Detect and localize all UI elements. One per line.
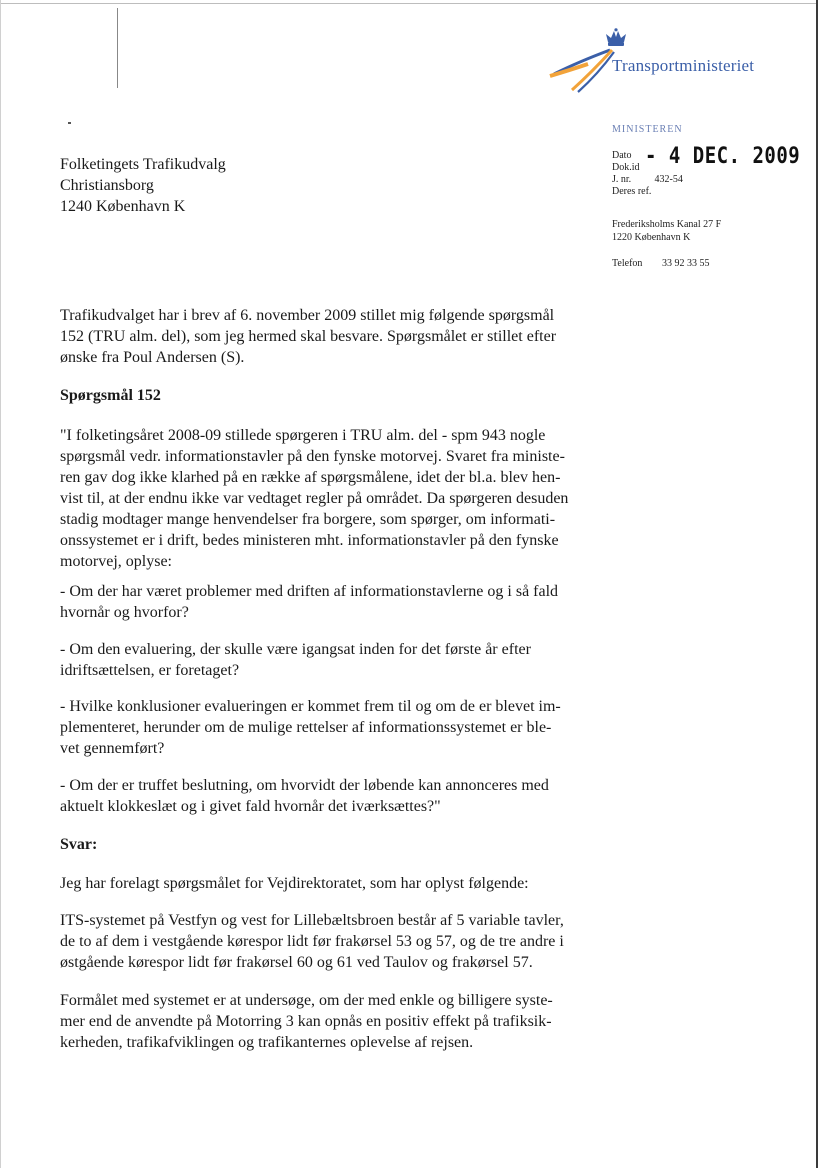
date-label: Dato — [612, 150, 632, 161]
telephone — [612, 258, 710, 269]
date-stamp: - 4 DEC. 2009 — [645, 143, 801, 169]
answer-paragraph-1 — [60, 910, 564, 973]
text-line: plementeret, herunder om de mulige rettelser af informationssystemet er ble- — [60, 719, 552, 736]
deres-ref-row — [612, 186, 683, 198]
text-line: de to af dem i vestgående kørespor lidt før frakørsel 53 og 57, og de tre andre i — [60, 933, 564, 950]
dokid-row — [612, 162, 683, 174]
sender-address-line1: Frederiksholms Kanal 27 F — [612, 219, 722, 230]
scan-edge-right — [816, 0, 818, 1168]
text-line: Trafikudvalget har i brev af 6. november 2009 stillet mig følgende spørgsmål — [60, 307, 555, 324]
recipient-line2: Christiansborg — [60, 177, 154, 194]
text-line: østgående kørespor lidt før frakørsel 60 og 61 ved Taulov og frakørsel 57. — [60, 954, 533, 971]
text-line: kerheden, trafikafviklingen og trafikanternes oplevelse af rejsen. — [60, 1034, 474, 1051]
question-heading: Spørgsmål 152 — [60, 387, 161, 404]
text-line: vet gennemført? — [60, 740, 165, 757]
text-line: 152 (TRU alm. del), som jeg hermed skal besvare. Spørgsmålet er stillet efter — [60, 328, 557, 345]
telephone-value: 33 92 33 55 — [662, 258, 710, 269]
telephone-label: Telefon — [612, 258, 643, 269]
text-line: - Om den evaluering, der skulle være igangsat inden for det første år efter — [60, 641, 531, 658]
text-line: stadig modtager mange henvendelser fra borgere, som spørger, om informati- — [60, 511, 556, 528]
question-bullet-3 — [60, 696, 561, 759]
reference-block — [612, 143, 801, 198]
answer-intro: Jeg har forelagt spørgsmålet for Vejdirektoratet, som har oplyst følgende: — [60, 875, 529, 892]
text-line: - Om der har været problemer med driften af informationstavlerne og i så fald — [60, 583, 559, 600]
jnr-label: J. nr. — [612, 174, 632, 185]
text-line: ITS-systemet på Vestfyn og vest for Lillebæltsbroen består af 5 variable tavler, — [60, 912, 564, 929]
text-line: mer end de anvendte på Motorring 3 kan opnås en positiv effekt på trafiksik- — [60, 1013, 552, 1030]
text-line: - Hvilke konklusioner evalueringen er kommet frem til og om de er blevet im- — [60, 698, 561, 715]
deres-ref-label: Deres ref. — [612, 186, 652, 197]
question-bullet-4 — [60, 775, 549, 817]
text-line: motorvej, oplyse: — [60, 553, 172, 570]
dokid-label: Dok.id — [612, 162, 640, 173]
scan-speck — [68, 122, 71, 124]
question-bullet-1 — [60, 581, 558, 623]
answer-paragraph-2 — [60, 990, 553, 1053]
ministry-logo — [548, 28, 780, 100]
sender-address-line2: 1220 København K — [612, 232, 691, 243]
recipient-address — [60, 154, 226, 217]
department-label: MINISTEREN — [612, 124, 683, 135]
answer-heading: Svar: — [60, 836, 98, 853]
text-line: vist til, at der endnu ikke var vedtaget regler på området. Da spørgeren desuden — [60, 490, 569, 507]
jnr-value: 432-54 — [654, 174, 683, 185]
sender-address — [612, 218, 721, 244]
text-line: ønske fra Poul Andersen (S). — [60, 349, 245, 366]
text-line: Formålet med systemet er at undersøge, om der med enkle og billigere syste- — [60, 992, 553, 1009]
text-line: spørgsmål vedr. informationstavler på den fynske motorvej. Svaret fra ministe- — [60, 448, 565, 465]
text-line: "I folketingsåret 2008-09 stillede spørgeren i TRU alm. del - spm 943 nogle — [60, 427, 546, 444]
text-line: aktuelt klokkeslæt og i givet fald hvornår det iværksættes?" — [60, 798, 441, 815]
question-paragraph — [60, 425, 568, 572]
question-bullet-2 — [60, 639, 531, 681]
text-line: onssystemet er i drift, bedes ministeren mht. informationstavler på den fynske — [60, 532, 559, 549]
scan-edge-left — [0, 0, 1, 1168]
intro-paragraph — [60, 305, 556, 368]
scan-edge-top — [0, 3, 818, 4]
ministry-name: Transportministeriet — [612, 56, 755, 75]
text-line: ren gav dog ikke klarhed på en række af spørgsmålene, idet der bl.a. blev hen- — [60, 469, 561, 486]
text-line: - Om der er truffet beslutning, om hvorvidt der løbende kan annonceres med — [60, 777, 549, 794]
recipient-line1: Folketingets Trafikudvalg — [60, 156, 226, 173]
fold-mark — [117, 8, 118, 88]
jnr-row — [612, 174, 683, 186]
recipient-line3: 1240 København K — [60, 198, 186, 215]
text-line: idriftsættelsen, er foretaget? — [60, 662, 240, 679]
text-line: hvornår og hvorfor? — [60, 604, 189, 621]
